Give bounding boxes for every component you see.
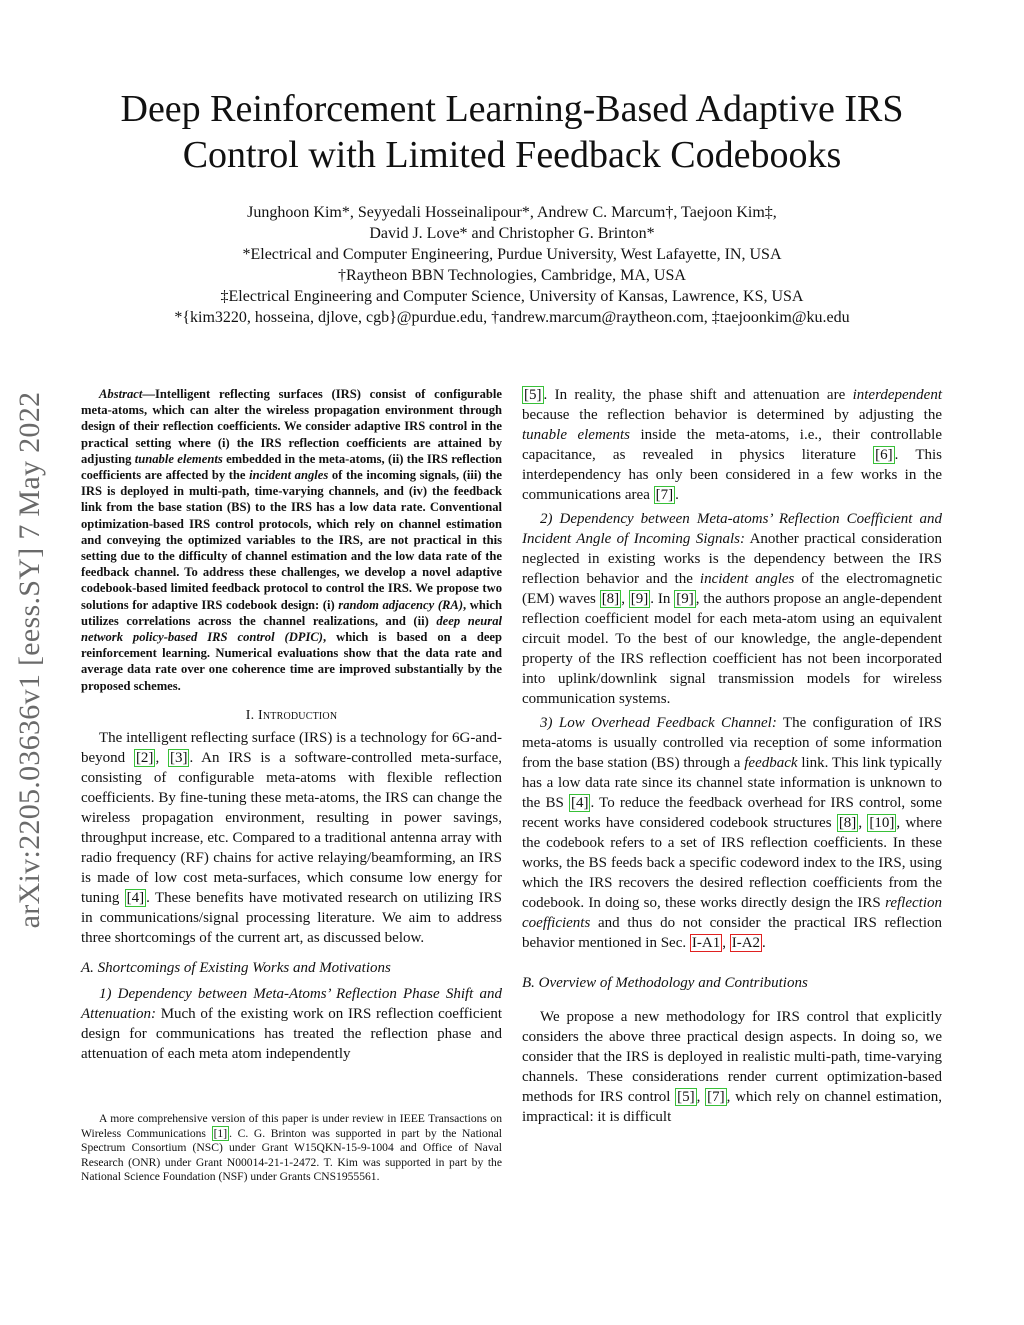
- right-column: [522, 385, 942, 1127]
- body-text: .: [675, 487, 679, 503]
- abstract-text: —Intelligent reflecting surfaces (IRS) consist of configurable meta-atoms, which can alter the wireless propagation environment through design of their reflection coefficients. We consider adaptive IRS control in the practical setting where (i) the IRS reflection coefficients are attained by adjusting: [81, 387, 502, 466]
- arxiv-sidebar: [2, 345, 58, 975]
- abstract-emphasis: tunable elements: [134, 451, 223, 466]
- citation-link[interactable]: [7]: [655, 487, 674, 503]
- body-text: The configuration of IRS meta-atoms is usually controlled via reception of some information from the base station (BS) through a: [522, 715, 942, 771]
- abstract-label: Abstract: [99, 387, 143, 401]
- author-line-2: David J. Love* and Christopher G. Brinton*: [369, 225, 655, 242]
- body-text: ,: [621, 591, 629, 607]
- body-text: The intelligent reflecting surface (IRS) is a technology for 6G-and-beyond: [81, 729, 502, 766]
- author-line-1: Junghoon Kim*, Seyyedali Hosseinalipour*, Andrew C. Marcum†, Taejoon Kim‡,: [247, 204, 777, 221]
- body-text: of the electromagnetic (EM) waves: [522, 571, 942, 607]
- abstract-emphasis: random adjacency (RA): [338, 597, 464, 612]
- body-text: inside the meta-atoms, i.e., their controllable capacitance, as revealed in physics literature: [522, 427, 942, 463]
- body-emphasis: tunable elements: [522, 427, 630, 443]
- section-crossref-link[interactable]: I-A1: [691, 935, 721, 951]
- paragraph-dependency-phase: [81, 984, 502, 1064]
- paragraph-feedback-channel: [522, 713, 942, 953]
- title-line-2: Control with Limited Feedback Codebooks: [182, 134, 842, 176]
- author-block: [60, 202, 964, 328]
- footnote-text: [81, 1112, 502, 1185]
- body-text: . In reality, the phase shift and attenuation are: [543, 387, 853, 403]
- affiliation-raytheon: †Raytheon BBN Technologies, Cambridge, MA, USA: [338, 267, 686, 284]
- title-line-1: Deep Reinforcement Learning-Based Adaptive IRS: [120, 88, 904, 130]
- citation-link[interactable]: [8]: [601, 591, 620, 607]
- abstract-emphasis: deep neural network policy-based IRS control (DPIC): [81, 613, 503, 645]
- footnote: [81, 1112, 502, 1185]
- paragraph-heading: 1) Dependency between Meta-Atoms’ Reflection Phase Shift and Attenuation:: [81, 985, 502, 1022]
- author-emails: *{kim3220, hosseina, djlove, cgb}@purdue.edu, †andrew.marcum@raytheon.com, ‡taejoonkim@ku.edu: [174, 309, 850, 326]
- body-text: because the reflection behavior is determined by adjusting the: [522, 407, 942, 423]
- body-text: We propose a new methodology for IRS control that explicitly considers the above three practical design aspects. In doing so, we consider that the IRS is deployed in realistic multi-path, time-varying channels. These considerations render current optimization-based methods for IRS control: [522, 1009, 942, 1105]
- body-emphasis: reflection coefficients: [522, 895, 942, 931]
- body-text: ,: [696, 1089, 706, 1105]
- left-column: [81, 386, 502, 1064]
- body-text: ,: [858, 815, 868, 831]
- citation-link[interactable]: [9]: [676, 591, 694, 607]
- body-emphasis: incident angles: [699, 571, 795, 587]
- citation-link[interactable]: [4]: [570, 795, 589, 811]
- citation-link[interactable]: [5]: [677, 1089, 695, 1105]
- footnote-body: A more comprehensive version of this paper is under review in IEEE Transactions on Wireless Communications: [81, 1112, 502, 1140]
- citation-link[interactable]: [4]: [126, 889, 145, 906]
- citation-link[interactable]: [1]: [213, 1126, 228, 1140]
- body-text: . An IRS is a software-controlled meta-surface, consisting of configurable meta-atoms with flexible reflection coefficients. By fine-tuning these meta-atoms, the IRS can change the wireless propagation environment, resulting in power savings, throughput increase, etc. Compared to a traditional antenna array with radio frequency (RF) chains for active relaying/beamforming, an IRS is made of low cost meta-surfaces, which consume low energy for tuning: [81, 749, 502, 906]
- body-text: , the authors propose an angle-dependent reflection coefficient model for each meta-atom using an equivalent circuit model. To the best of our knowledge, the angle-dependent property of the IRS reflection coefficient has not been incorporated into uplink/downlink signal transmission models for wireless communication systems.: [522, 591, 943, 707]
- body-text: and thus do not consider the practical IRS reflection behavior mentioned in Sec.: [522, 915, 942, 951]
- affiliation-kansas: ‡Electrical Engineering and Computer Science, University of Kansas, Lawrence, KS, USA: [220, 288, 804, 305]
- abstract-text: , which is based on a deep reinforcement learning. Numerical evaluations show that the data rate and average data rate over one coherence time are improved substantially by the proposed schemes.: [81, 630, 503, 693]
- body-text: .: [762, 935, 766, 951]
- body-text: ,: [722, 935, 730, 951]
- abstract-emphasis: incident angles: [249, 468, 329, 483]
- body-text: Much of the existing work on IRS reflection coefficient design for communications has treated the reflection phase and attenuation of each meta atom independently: [81, 1005, 502, 1062]
- paragraph-dependency-angle: [522, 509, 942, 709]
- abstract-text: of the incoming signals, (iii) the IRS is deployed in multi-path, time-varying channels, and (iv) the feedback link from the base station (BS) to the IRS has a low data rate. Conventional optimization-based IRS control protocols, which rely on channel estimation and conveying the optimized variables to the IRS, are not practical in this setting due to the difficulty of channel estimation and the low data rate of the feedback channel. To address these challenges, we develop a novel adaptive codebook-based limited feedback protocol to control the IRS. We propose two solutions for adaptive IRS codebook design: (i): [81, 468, 502, 612]
- body-text: . These benefits have motivated research on utilizing IRS in communications/signal processing literature. We aim to address three shortcomings of the current art, as discussed below.: [81, 889, 503, 946]
- citation-link[interactable]: [10]: [869, 815, 895, 831]
- citation-link[interactable]: [6]: [875, 447, 893, 463]
- arxiv-identifier: arXiv:2205.03636v1 [eess.SY] 7 May 2022: [13, 391, 46, 929]
- citation-link[interactable]: [5]: [524, 387, 542, 403]
- body-text: , where the codebook refers to a set of IRS reflection coefficients. In these works, the BS feeds back a specific codeword index to the IRS, using which the IRS recovers the desired reflection coefficients from the codebook. In doing so, these works directly design the IRS: [522, 815, 942, 911]
- section-crossref-link[interactable]: I-A2: [731, 935, 761, 951]
- citation-link[interactable]: [3]: [169, 749, 188, 766]
- subsection-heading-b: B. Overview of Methodology and Contributions: [522, 975, 808, 991]
- paper-title: [60, 86, 964, 178]
- citation-link[interactable]: [7]: [707, 1089, 725, 1105]
- body-text: ,: [155, 749, 168, 766]
- body-emphasis: interdependent: [852, 387, 942, 403]
- paragraph-heading: 3) Low Overhead Feedback Channel:: [540, 715, 777, 731]
- citation-link[interactable]: [8]: [838, 815, 857, 831]
- paragraph-heading: 2) Dependency between Meta-atoms’ Reflection Coefficient and Incident Angle of Incoming Signals:: [522, 511, 942, 547]
- paragraph-methodology: [522, 1007, 942, 1127]
- section-number: I.: [245, 707, 258, 723]
- abstract-text: embedded in the meta-atoms, (ii) the IRS reflection coefficients are affected by the: [81, 451, 503, 483]
- abstract: [81, 386, 502, 694]
- citation-link[interactable]: [2]: [135, 749, 154, 766]
- affiliation-purdue: *Electrical and Computer Engineering, Purdue University, West Lafayette, IN, USA: [242, 246, 782, 263]
- body-text: , which rely on channel estimation, impractical: it is difficult: [522, 1089, 943, 1125]
- citation-link[interactable]: [9]: [630, 591, 649, 607]
- body-text: . In: [650, 591, 675, 607]
- intro-paragraph-1: [81, 728, 502, 948]
- body-text: link. This link typically has a low data rate since its channel state information is unknown to the BS: [522, 755, 942, 811]
- subsection-heading-a: A. Shortcomings of Existing Works and Motivations: [81, 959, 391, 976]
- body-emphasis: feedback: [744, 755, 798, 771]
- body-text: Another practical consideration neglected in existing works is the dependency between the IRS reflection behavior and the: [522, 531, 942, 587]
- section-heading-introduction: [81, 708, 502, 724]
- abstract-text: , which utilizes correlations across the channel realizations, and (ii): [81, 597, 502, 628]
- body-text: . This interdependency has only been considered in a few works in the communications area: [522, 447, 942, 503]
- paragraph-dependency-phase-cont: [522, 385, 942, 505]
- section-title: Introduction: [257, 707, 338, 723]
- body-text: . To reduce the feedback overhead for IRS control, some recent works have considered codebook structures: [522, 795, 942, 831]
- footnote-body: . C. G. Brinton was supported in part by the National Spectrum Consortium (NSC) under Grant W15QKN-15-9-1004 and Office of Naval Research (ONR) under Grant N00014-21-1-2472. T. Kim was supported in part by the National Science Foundation (NSF) under Grants CNS1955561.: [81, 1126, 502, 1184]
